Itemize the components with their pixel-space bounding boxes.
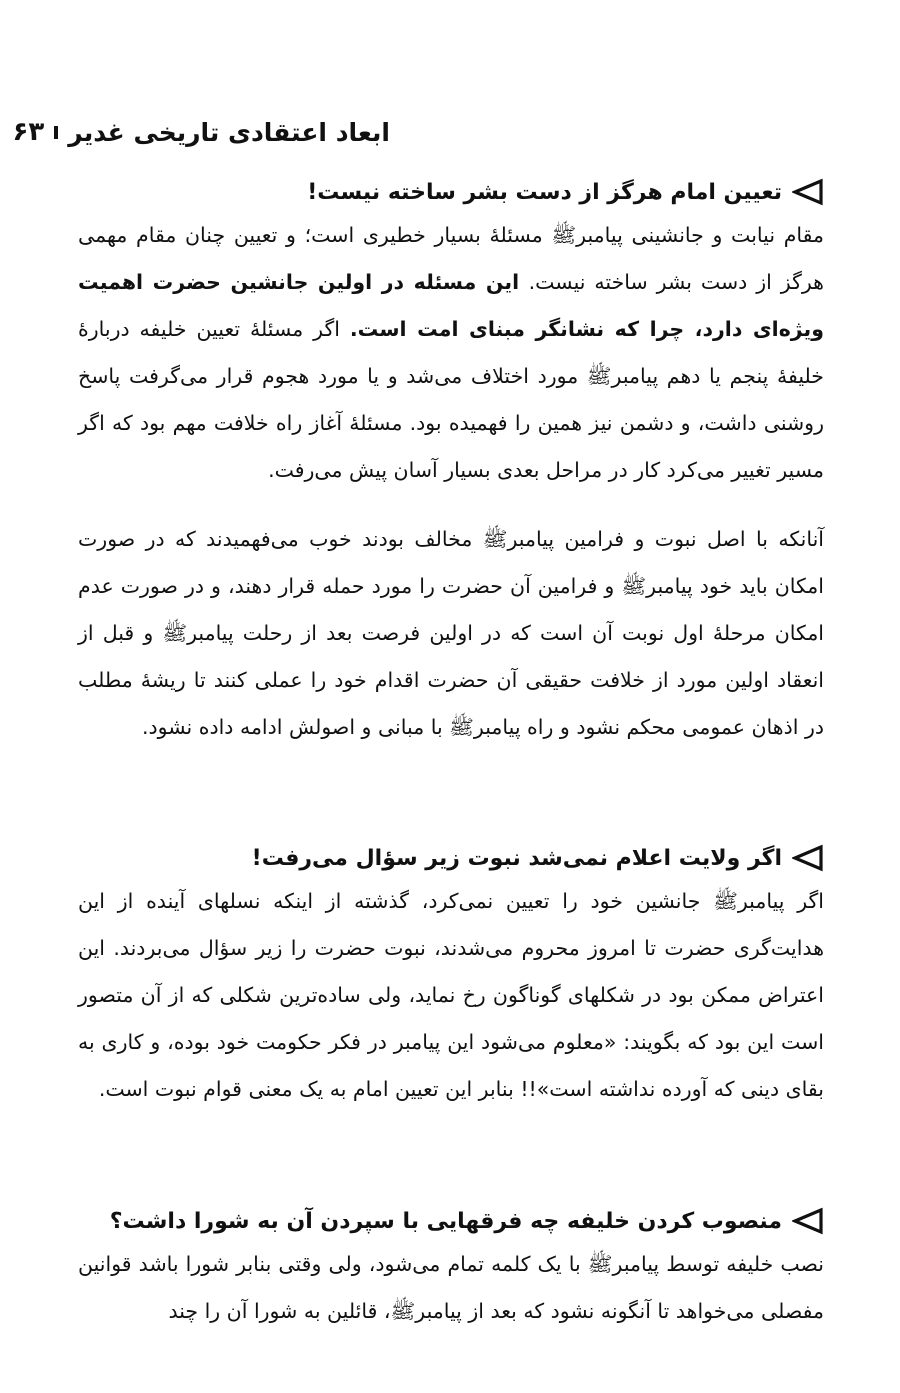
- heading-text: منصوب کردن خلیفه چه فرقهایی با سپردن آن به شورا داشت؟: [109, 1208, 782, 1234]
- running-header: [12, 112, 390, 152]
- section-heading: [78, 838, 824, 878]
- section-appointment-vs-shura: [78, 1201, 824, 1335]
- section-heading: [78, 172, 824, 212]
- pointer-arrow-icon: [792, 1205, 824, 1237]
- page-number: ۶۳: [12, 117, 45, 147]
- bold-text: این مسئله در اولین جانشین حضرت اهمیت ویژه‌ای دارد، چرا که نشانگر مبنای امت است.: [78, 270, 824, 341]
- paragraph: [78, 1241, 824, 1335]
- section-heading: [78, 1201, 824, 1241]
- heading-text: تعیین امام هرگز از دست بشر ساخته نیست!: [307, 179, 782, 205]
- section-prophethood-question: [78, 838, 824, 1113]
- paragraph-text: اگر پیامبرﷺ جانشین خود را تعیین نمی‌کرد، گذشته از اینکه نسلهای آینده از این هدایت‌گری حضرت تا امروز محروم می‌شدند، نبوت حضرت را زیر سؤال می‌بردند. این اعتراض ممکن بود در شکلهای گوناگون رخ نماید، ولی ساده‌ترین شکلی که از آن متصور است این بود که بگویند: «معلوم می‌شود این پیامبر در فکر حکومت خود بوده، و کاری به بقای دینی که آورده نداشته است»!! بنابر این تعیین امام به یک معنی قوام نبوت است.: [78, 889, 824, 1101]
- paragraph-text: مقام نیابت و جانشینی پیامبرﷺ مسئلهٔ بسیار خطیری است؛ و تعیین چنان مقام مهمی هرگز از دست بشر ساخته نیست.: [78, 223, 824, 294]
- paragraph: [78, 212, 824, 494]
- pointer-arrow-icon: [792, 842, 824, 874]
- pointer-arrow-icon: [792, 176, 824, 208]
- paragraph-text: اگر مسئلهٔ تعیین خلیفه دربارهٔ خلیفهٔ پنجم یا دهم پیامبرﷺ مورد اختلاف می‌شد و یا مورد هجوم قرار می‌گرفت پاسخ روشنی داشت، و دشمن نیز همین را فهمیده بود. مسئلهٔ آغاز راه خلافت مهم بود که اگر مسیر تغییر می‌کرد کار در مراحل بعدی بسیار آسان پیش می‌رفت.: [78, 317, 824, 482]
- paragraph: [78, 516, 824, 751]
- paragraph: [78, 878, 824, 1113]
- heading-text: اگر ولایت اعلام نمی‌شد نبوت زیر سؤال می‌رفت!: [251, 845, 782, 871]
- section-appointment-of-imam: [78, 172, 824, 751]
- separator-box-icon: [54, 126, 58, 139]
- paragraph-text: آنانکه با اصل نبوت و فرامین پیامبرﷺ مخالف بودند خوب می‌فهمیدند که در صورت امکان باید خود پیامبرﷺ و فرامین آن حضرت را مورد حمله قرار دهند، و در صورت عدم امکان مرحلهٔ اول نوبت آن است که در اولین فرصت بعد از رحلت پیامبرﷺ و قبل از انعقاد اولین مورد از خلافت حقیقی آن حضرت اقدام خود را عملی کنند تا ریشهٔ مطلب در اذهان عمومی محکم نشود و راه پیامبرﷺ با مبانی و اصولش ادامه داده نشود.: [78, 527, 824, 739]
- paragraph-text: نصب خلیفه توسط پیامبرﷺ با یک کلمه تمام می‌شود، ولی وقتی بنابر شورا باشد قوانین مفصلی می‌خواهد تا آنگونه نشود که بعد از پیامبرﷺ، قائلین به شورا آن را چند: [78, 1252, 824, 1323]
- book-title: ابعاد اعتقادی تاریخی غدیر: [68, 117, 390, 147]
